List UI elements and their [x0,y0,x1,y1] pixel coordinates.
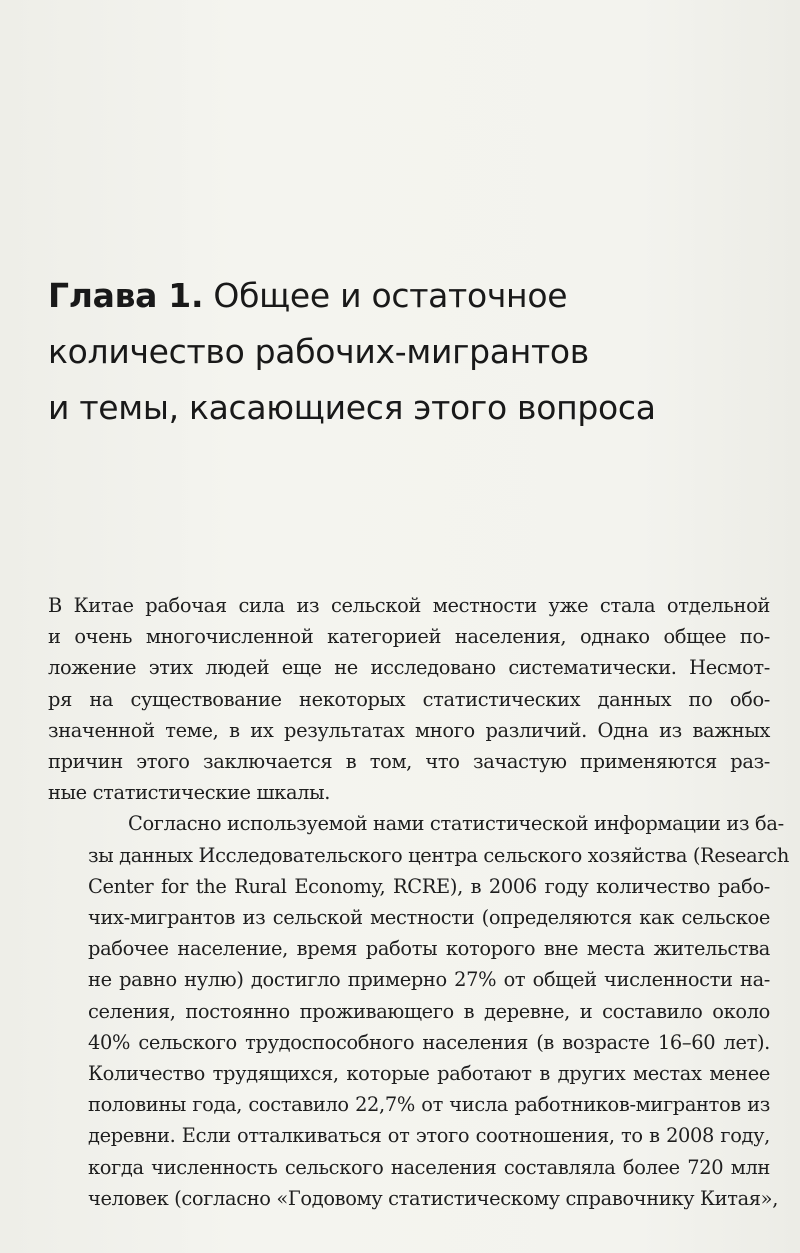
text-line: рабочее население, время работы которого вне места жительства [88,937,770,961]
text-line: ложение этих людей еще не исследовано систематически. Несмот- [48,656,770,680]
paragraph-2 [48,808,789,1214]
chapter-title-line-2: количество рабочих-мигрантов [48,332,589,371]
chapter-title-line-3: и темы, касающиеся этого вопроса [48,388,656,427]
text-line: значенной теме, в их результатах много различий. Одна из важных [48,718,770,742]
text-line: Количество трудящихся, которые работают в других местах менее [88,1062,770,1086]
text-line: человек (согласно «Годовому статистическому справочнику Китая», [88,1186,779,1210]
body-text [48,590,789,1214]
text-line: В Китае рабочая сила из сельской местности уже стала отдельной [48,594,770,617]
paragraph-1 [48,590,770,808]
text-line: и очень многочисленной категорией населения, однако общее по- [48,625,770,649]
text-line: Center for the Rural Economy, RCRE), в 2006 году количество рабо- [88,874,770,898]
chapter-title-line-1: Общее и остаточное [213,276,568,315]
text-line: чих-мигрантов из сельской местности (определяются как сельское [88,906,770,930]
text-line: не равно нулю) достигло примерно 27% от общей численности на- [88,968,770,992]
text-line: ря на существование некоторых статистических данных по обо- [48,687,770,711]
chapter-heading [48,268,768,436]
text-line: деревни. Если отталкиваться от этого соотношения, то в 2008 году, [88,1124,770,1148]
text-line: Согласно используемой нами статистической информации из ба- [128,812,784,836]
text-line: селения, постоянно проживающего в деревне, и составило около [88,999,770,1023]
text-line: когда численность сельского населения составляла более 720 млн [88,1155,770,1179]
chapter-number: Глава 1. [48,276,204,315]
text-line: ные статистические шкалы. [48,781,331,805]
text-line: причин этого заключается в том, что зачастую применяются раз- [48,750,770,774]
text-line: половины года, составило 22,7% от числа работников-мигрантов из [88,1093,770,1117]
text-line: 40% сельского трудоспособного населения (в возрасте 16–60 лет). [88,1030,770,1054]
text-line: зы данных Исследовательского центра сельского хозяйства (Research [88,843,789,867]
